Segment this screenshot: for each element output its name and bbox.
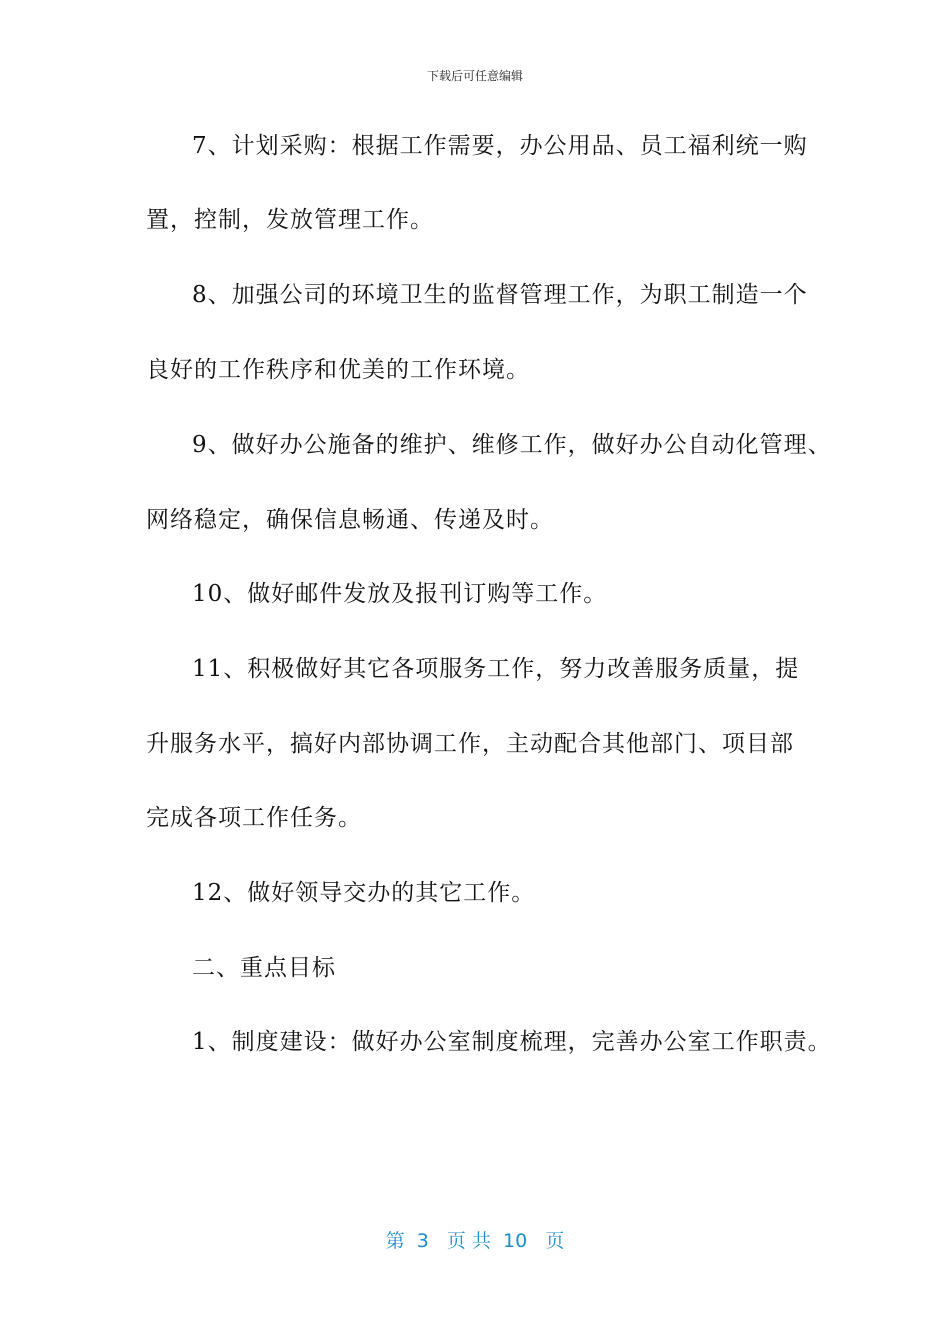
paragraph-line: 良好的工作秩序和优美的工作环境。 xyxy=(146,357,530,383)
paragraph-line: 网络稳定，确保信息畅通、传递及时。 xyxy=(146,507,554,533)
page-number: 第 3 页 共 10 页 xyxy=(385,1230,565,1252)
paragraph-line: 1、制度建设：做好办公室制度梳理，完善办公室工作职责。 xyxy=(192,1029,832,1055)
paragraph-line: 完成各项工作任务。 xyxy=(146,805,362,831)
paragraph-line: 7、计划采购：根据工作需要，办公用品、员工福利统一购 xyxy=(192,133,808,159)
paragraph-line: 10、做好邮件发放及报刊订购等工作。 xyxy=(192,581,608,607)
header-note: 下载后可任意编辑 xyxy=(426,69,523,83)
section-heading: 二、重点目标 xyxy=(192,955,336,981)
paragraph-line: 11、积极做好其它各项服务工作，努力改善服务质量，提 xyxy=(192,656,800,682)
paragraph-line: 置，控制，发放管理工作。 xyxy=(146,207,434,233)
paragraph-line: 12、做好领导交办的其它工作。 xyxy=(192,880,536,906)
paragraph-line: 9、做好办公施备的维护、维修工作，做好办公自动化管理、 xyxy=(192,432,832,458)
paragraph-line: 升服务水平，搞好内部协调工作，主动配合其他部门、项目部 xyxy=(146,731,794,757)
paragraph-line: 8、加强公司的环境卫生的监督管理工作，为职工制造一个 xyxy=(192,282,808,308)
